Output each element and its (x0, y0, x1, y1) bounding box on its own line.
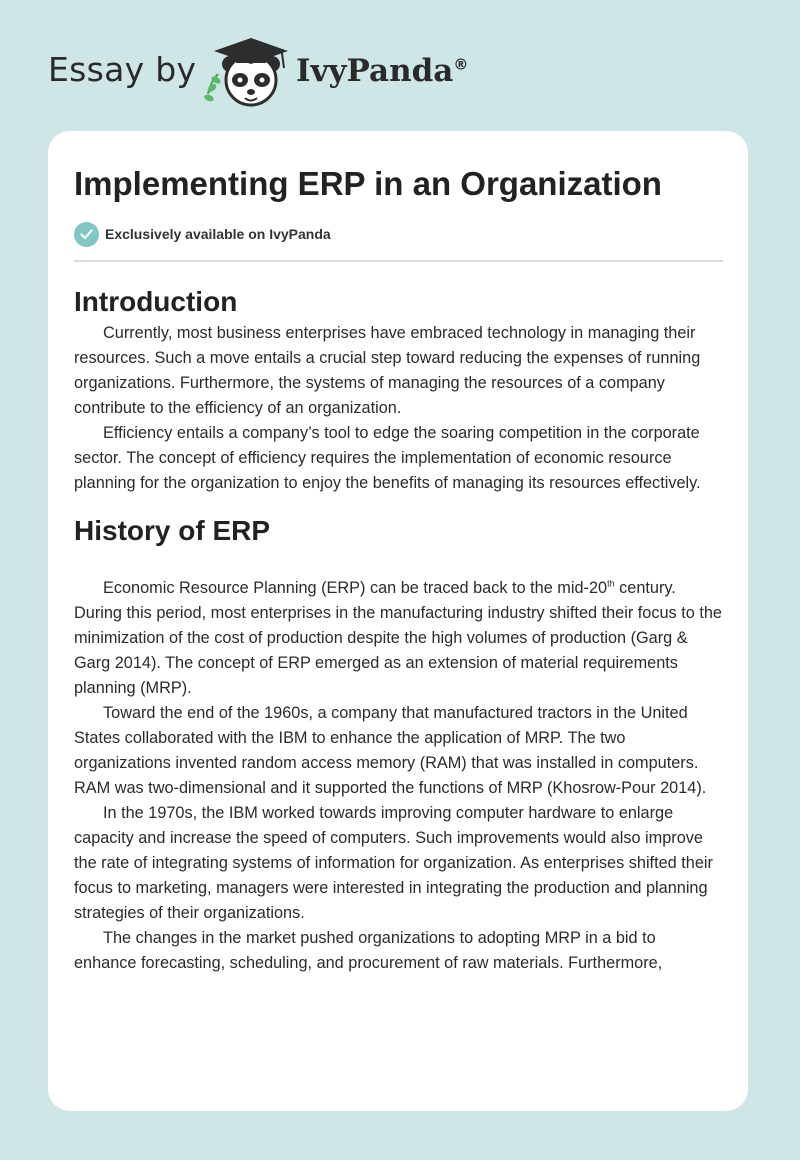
badge-text: Exclusively available on IvyPanda (105, 226, 331, 242)
brand-name (296, 53, 468, 89)
check-icon (74, 222, 99, 247)
paragraph (74, 576, 722, 701)
section-heading: History of ERP (74, 515, 271, 546)
section-heading: Introduction (74, 286, 238, 317)
registered-mark: ® (453, 55, 469, 74)
paragraph: Toward the end of the 1960s, a company that manufactured tractors in the United States collaborated with the IBM to enhance the application of MRP. The two organizations invented random access memory (RAM) that was installed in computers. RAM was two-dimensional and it supported the functions of MRP (Khosrow-Pour 2014). (74, 704, 707, 797)
paragraph-text: century. During this period, most enterprises in the manufacturing industry shifted their focus to the minimization of the cost of production despite the high volumes of production (Garg & Garg 2014). The concept of ERP emerged as an extension of material requirements planning (MRP). (74, 579, 722, 697)
essay-content (74, 283, 722, 976)
site-header (0, 0, 800, 130)
brand-name-text: IvyPanda (296, 53, 454, 89)
brand-prefix: Essay by (48, 50, 197, 89)
paragraph-text: Economic Resource Planning (ERP) can be traced back to the mid-20 (103, 579, 608, 597)
divider (74, 260, 723, 262)
essay-card (48, 131, 748, 1111)
page-title: Implementing ERP in an Organization (74, 165, 662, 202)
ordinal-suffix: th (607, 578, 615, 589)
exclusive-badge (74, 221, 331, 247)
paragraph: Currently, most business enterprises have embraced technology in managing their resources. Such a move entails a crucial step toward reducing the expenses of running organizations. Furthermore, the systems of managing the resources of a company contribute to the efficiency of an organization. (74, 324, 701, 417)
paragraph: Efficiency entails a company’s tool to edge the soaring competition in the corporate sector. The concept of efficiency requires the implementation of economic resource planning for the organization to enjoy the benefits of managing its resources effectively. (74, 424, 701, 492)
paragraph: The changes in the market pushed organizations to adopting MRP in a bid to enhance forecasting, scheduling, and procurement of raw materials. Furthermore, (74, 929, 663, 972)
panda-mascot-icon (200, 34, 292, 110)
paragraph: In the 1970s, the IBM worked towards improving computer hardware to enlarge capacity and increase the speed of computers. Such improvements would also improve the rate of integrating systems of information for organization. As enterprises shifted their focus to marketing, managers were interested in integrating the production and planning strategies of their organizations. (74, 804, 713, 922)
